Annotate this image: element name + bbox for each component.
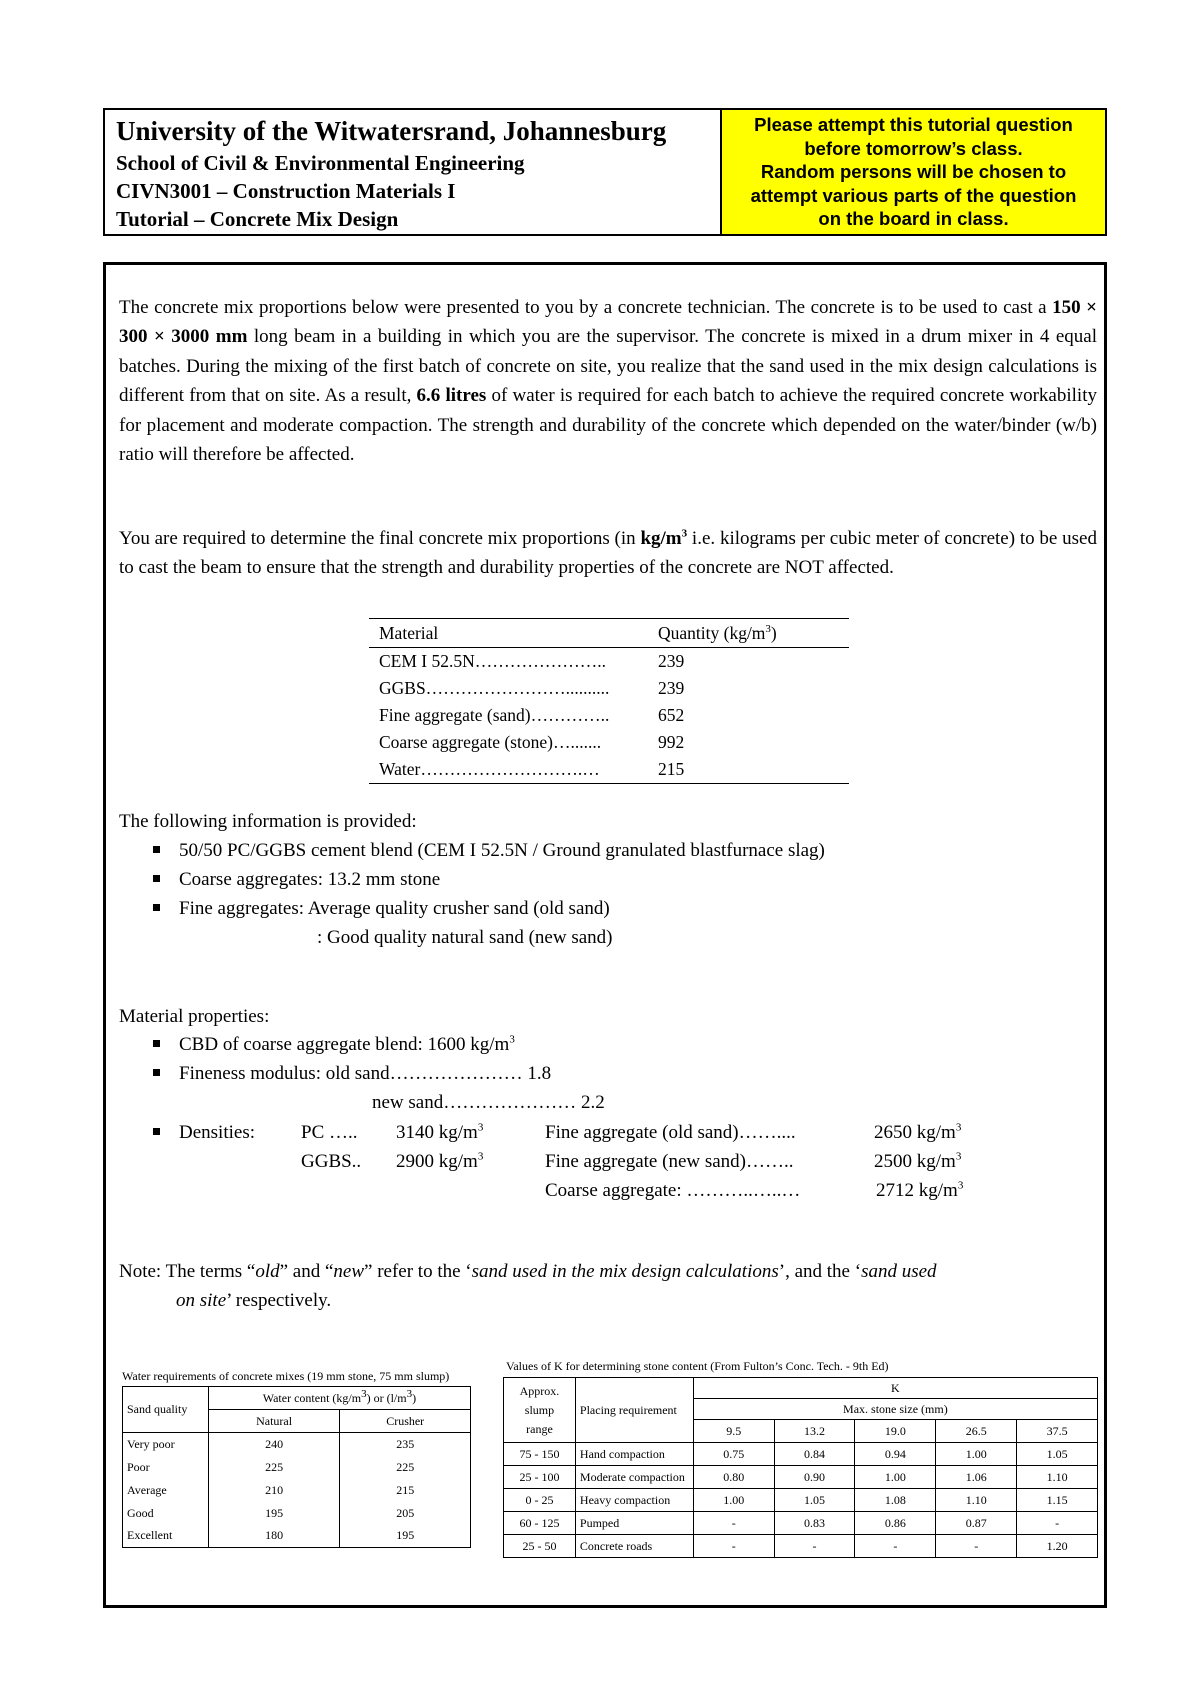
material-qty: 652 (658, 705, 685, 725)
crusher-cell: 195 (340, 1525, 471, 1548)
placing-cell: Concrete roads (575, 1535, 693, 1558)
natural-cell: 195 (208, 1502, 340, 1525)
quantity-label-end: ) (770, 622, 777, 643)
natural-cell: 180 (208, 1525, 340, 1548)
table-row (504, 1535, 1098, 1558)
fine-old-label: Fine aggregate (old sand)…….... (545, 1122, 796, 1143)
header-text: slump (524, 1402, 555, 1417)
crusher-cell: 235 (340, 1433, 471, 1456)
note-text: ’ respectively. (226, 1290, 332, 1311)
fine-old-density (874, 1122, 961, 1144)
list-item-text: Coarse aggregates: 13.2 mm stone (179, 869, 441, 890)
densities-label: Densities: (179, 1122, 255, 1143)
material-name: Fine aggregate (sand)………….. (379, 705, 610, 725)
bullet-icon (153, 846, 160, 853)
notice-line: on the board in class. (818, 208, 1009, 230)
k-cell: 0.80 (693, 1466, 774, 1489)
material-name: Coarse aggregate (stone)…....... (379, 732, 602, 752)
unit-label: kg/m (640, 528, 682, 549)
pc-density (396, 1122, 483, 1144)
column-header-placing: Placing requirement (575, 1378, 693, 1443)
column-header-material: Material (379, 622, 439, 643)
bullet-icon (153, 1069, 160, 1076)
intro-text: The concrete mix proportions below were presented to you by a concrete technician. The concrete is to be used to cast a (119, 297, 1053, 318)
note-text: Note: The terms “ (119, 1261, 256, 1282)
k-values-table (503, 1377, 1098, 1558)
table-row (369, 675, 849, 702)
k-cell: - (693, 1535, 774, 1558)
intro-text: of water is required for each batch to achieve the required concrete workability for placement and moderate compaction. The strength and durability of the concrete which depended on the water/binder (w/b) ratio will therefore be affected. (119, 385, 1097, 466)
notice-line: attempt various parts of the question (750, 184, 1077, 206)
table-row (504, 1443, 1098, 1466)
note-text: ” and “ (279, 1261, 334, 1282)
list-item-text: Fine aggregates: Average quality crusher sand (old sand) (179, 898, 610, 919)
note-emphasis: old (255, 1261, 280, 1282)
superscript: 3 (955, 1121, 962, 1134)
table-row (123, 1433, 471, 1456)
water-content-label: Water content (kg/m (262, 1390, 362, 1405)
header-title-block (105, 110, 720, 234)
stone-size-header: 13.2 (774, 1420, 855, 1443)
ggbs-label: GGBS.. (301, 1151, 362, 1172)
table-row (123, 1456, 471, 1479)
superscript: 3 (957, 1179, 964, 1192)
stone-size-header: 26.5 (936, 1420, 1017, 1443)
column-header-max-stone: Max. stone size (mm) (693, 1399, 1097, 1420)
water-content-label: ) or (l/m (366, 1390, 407, 1405)
natural-cell: 240 (208, 1433, 340, 1456)
material-name: CEM I 52.5N………………….. (379, 651, 607, 671)
notice-box (720, 110, 1105, 234)
stone-size-header: 37.5 (1017, 1420, 1098, 1443)
density-value: 2500 kg/m (874, 1151, 956, 1172)
slump-cell: 25 - 100 (504, 1466, 576, 1489)
density-value: 2712 kg/m (876, 1180, 958, 1201)
k-cell: 1.05 (774, 1489, 855, 1512)
ggbs-density (396, 1151, 483, 1173)
intro-text: long beam in a building in which you are the supervisor. The concrete is mixed in a drum mixer in 4 equal batches. During the mixing of the first batch of concrete on site, you realize that the sand used in the mix design calculations is different from that on site. As a result, (119, 326, 1098, 407)
coarse-density (876, 1180, 963, 1202)
natural-cell: 210 (208, 1479, 340, 1502)
k-cell: 1.10 (936, 1489, 1017, 1512)
k-cell: 0.75 (693, 1443, 774, 1466)
k-cell: - (693, 1512, 774, 1535)
note-line-2 (176, 1290, 331, 1312)
info-heading: The following information is provided: (119, 811, 417, 832)
k-cell: 0.83 (774, 1512, 855, 1535)
note-line-1 (119, 1261, 937, 1283)
k-cell: 1.08 (855, 1489, 936, 1512)
k-cell: 1.00 (855, 1466, 936, 1489)
k-cell: 1.20 (1017, 1535, 1098, 1558)
sand-quality-cell: Poor (123, 1456, 209, 1479)
slump-cell: 25 - 50 (504, 1535, 576, 1558)
k-cell: 1.05 (1017, 1443, 1098, 1466)
superscript: 3 (765, 622, 771, 635)
superscript: 3 (509, 1033, 515, 1046)
column-header-k: K (693, 1378, 1097, 1399)
list-item-text: 50/50 PC/GGBS cement blend (CEM I 52.5N / Ground granulated blastfurnace slag) (179, 840, 825, 861)
note-emphasis: sand used in the mix design calculations (471, 1261, 779, 1282)
mix-proportions-table (369, 618, 849, 784)
superscript: 3 (361, 1387, 367, 1400)
superscript: 3 (477, 1150, 484, 1163)
list-item (153, 869, 440, 891)
water-content-label: ) (412, 1390, 417, 1405)
table-row (504, 1489, 1098, 1512)
placing-cell: Moderate compaction (575, 1466, 693, 1489)
k-cell: - (855, 1535, 936, 1558)
k-table-title: Values of K for determining stone content (From Fulton’s Conc. Tech. - 9th Ed) (506, 1359, 889, 1373)
table-row (369, 756, 849, 783)
material-name: Water……………………….… (379, 759, 600, 779)
bullet-icon (153, 1128, 160, 1135)
table-row (369, 648, 849, 675)
question-box (103, 262, 1107, 1608)
coarse-label: Coarse aggregate: ………..…..… (545, 1180, 801, 1201)
sand-quality-cell: Good (123, 1502, 209, 1525)
slump-cell: 75 - 150 (504, 1443, 576, 1466)
school-name: School of Civil & Environmental Engineering (116, 151, 525, 175)
requirement-paragraph (119, 524, 1097, 583)
column-header-slump (504, 1378, 576, 1443)
sand-quality-cell: Excellent (123, 1525, 209, 1548)
k-cell: 1.15 (1017, 1489, 1098, 1512)
bullet-icon (153, 1040, 160, 1047)
k-cell: 0.94 (855, 1443, 936, 1466)
bullet-icon (153, 904, 160, 911)
k-cell: 0.86 (855, 1512, 936, 1535)
placing-cell: Hand compaction (575, 1443, 693, 1466)
sand-quality-cell: Very poor (123, 1433, 209, 1456)
note-emphasis: sand used (861, 1261, 937, 1282)
superscript: 3 (681, 527, 688, 540)
header-text: Approx. (519, 1383, 560, 1398)
list-item (153, 1034, 515, 1056)
k-cell: 0.90 (774, 1466, 855, 1489)
k-cell: 1.10 (1017, 1466, 1098, 1489)
fine-new-label: Fine aggregate (new sand)…….. (545, 1151, 794, 1172)
university-name: University of the Witwatersrand, Johannesburg (116, 116, 667, 146)
requirement-text: You are required to determine the final concrete mix proportions (in (119, 528, 641, 549)
notice-line: Random persons will be chosen to (760, 161, 1067, 183)
notice-line: before tomorrow’s class. (804, 137, 1023, 159)
intro-paragraph (119, 293, 1097, 469)
superscript: 3 (406, 1387, 413, 1400)
fineness-old-text: Fineness modulus: old sand………………… 1.8 (179, 1063, 552, 1084)
k-cell: 1.06 (936, 1466, 1017, 1489)
water-table-title: Water requirements of concrete mixes (19 mm stone, 75 mm slump) (122, 1369, 450, 1383)
superscript: 3 (477, 1121, 484, 1134)
material-name: GGBS…………………….......... (379, 678, 610, 698)
pc-label: PC ….. (301, 1122, 358, 1143)
list-item (153, 1122, 255, 1144)
cbd-text: CBD of coarse aggregate blend: 1600 kg/m (179, 1034, 510, 1055)
tutorial-title: Tutorial – Concrete Mix Design (116, 207, 399, 231)
column-header-sand-quality: Sand quality (123, 1387, 209, 1433)
crusher-cell: 205 (340, 1502, 471, 1525)
course-name: CIVN3001 – Construction Materials I (116, 179, 456, 203)
quantity-label: Quantity (kg/m (658, 622, 766, 643)
k-cell: - (774, 1535, 855, 1558)
stone-size-header: 19.0 (855, 1420, 936, 1443)
notice-line: Please attempt this tutorial question (754, 114, 1073, 136)
fine-aggregate-continuation: : Good quality natural sand (new sand) (317, 927, 613, 948)
material-qty: 215 (658, 759, 685, 779)
material-qty: 992 (658, 732, 685, 752)
crusher-cell: 225 (340, 1456, 471, 1479)
k-cell: 1.00 (936, 1443, 1017, 1466)
note-emphasis: new (333, 1261, 365, 1282)
material-qty: 239 (658, 651, 685, 671)
k-cell: - (1017, 1512, 1098, 1535)
table-row (504, 1512, 1098, 1535)
bullet-icon (153, 875, 160, 882)
slump-cell: 60 - 125 (504, 1512, 576, 1535)
column-header-quantity (652, 623, 849, 644)
density-value: 3140 kg/m (396, 1122, 478, 1143)
natural-cell: 225 (208, 1456, 340, 1479)
table-row (369, 702, 849, 729)
column-header-crusher: Crusher (340, 1410, 471, 1433)
water-volume: 6.6 litres (416, 385, 487, 407)
beam-dimensions: 150 × 300 × 3000 mm (119, 297, 1097, 348)
list-item (153, 1063, 551, 1085)
stone-size-header: 9.5 (693, 1420, 774, 1443)
table-row (123, 1502, 471, 1525)
list-item (153, 840, 825, 862)
k-cell: 0.84 (774, 1443, 855, 1466)
requirement-text: i.e. kilograms per cubic meter of concrete) to be used to cast the beam to ensure that the strength and durability properties of the concrete are NOT affected. (119, 528, 1097, 579)
table-row (504, 1466, 1098, 1489)
note-emphasis: on site (176, 1290, 227, 1311)
placing-cell: Pumped (575, 1512, 693, 1535)
table-row (123, 1479, 471, 1502)
k-cell: - (936, 1535, 1017, 1558)
table-row (369, 729, 849, 756)
list-item (153, 898, 610, 920)
fineness-new-text: new sand………………… 2.2 (372, 1092, 605, 1113)
density-value: 2650 kg/m (874, 1122, 956, 1143)
water-requirements-table (122, 1386, 471, 1548)
placing-cell: Heavy compaction (575, 1489, 693, 1512)
header-text: range (526, 1421, 553, 1436)
crusher-cell: 215 (340, 1479, 471, 1502)
properties-heading: Material properties: (119, 1006, 270, 1027)
superscript: 3 (955, 1150, 962, 1163)
sand-quality-cell: Average (123, 1479, 209, 1502)
note-text: ” refer to the ‘ (364, 1261, 472, 1282)
slump-cell: 0 - 25 (504, 1489, 576, 1512)
k-cell: 0.87 (936, 1512, 1017, 1535)
table-row (123, 1525, 471, 1548)
table-header (369, 619, 849, 648)
density-value: 2900 kg/m (396, 1151, 478, 1172)
column-header-water-content (208, 1387, 470, 1410)
material-qty: 239 (658, 678, 685, 698)
header-box (103, 108, 1107, 236)
fine-new-density (874, 1151, 961, 1173)
column-header-natural: Natural (208, 1410, 340, 1433)
k-cell: 1.00 (693, 1489, 774, 1512)
note-text: ’, and the ‘ (778, 1261, 862, 1282)
